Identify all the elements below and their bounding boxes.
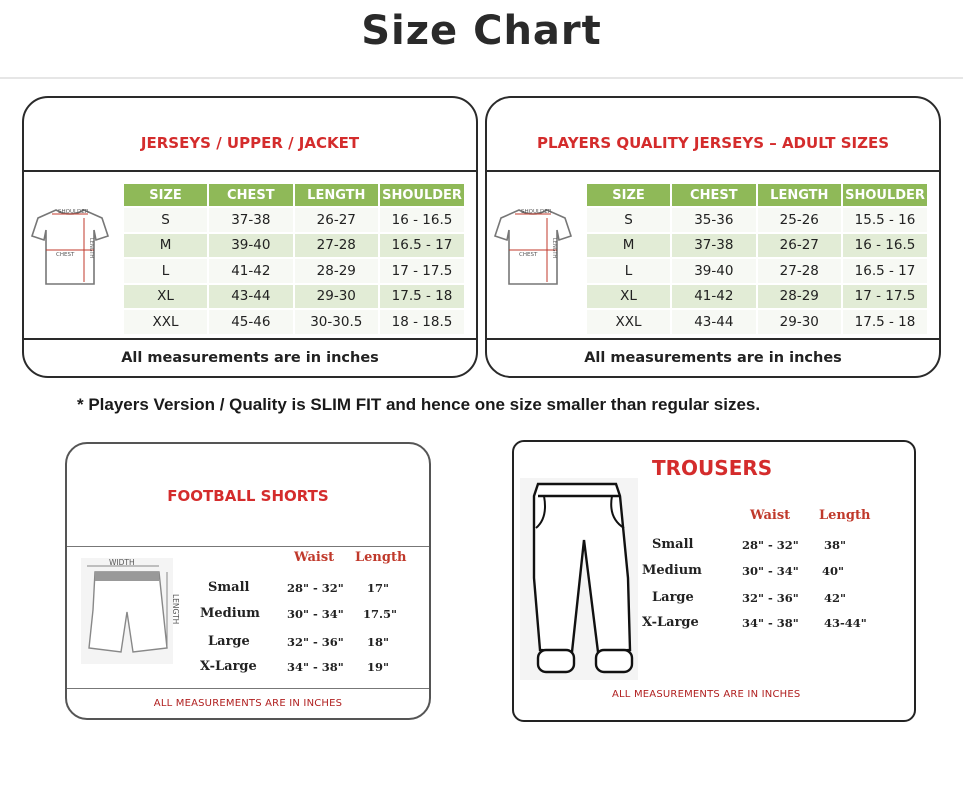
shoulder-cell: 17 - 17.5	[842, 284, 928, 310]
players-size-table	[585, 182, 929, 336]
page-title: Size Chart	[361, 8, 602, 54]
column-header: CHEST	[671, 183, 756, 207]
shorts-waist-value: 32" - 36"	[287, 635, 344, 649]
table-row	[123, 258, 465, 284]
size-cell: S	[123, 207, 208, 233]
column-header: CHEST	[208, 183, 293, 207]
shorts-waist-value: 34" - 38"	[287, 660, 344, 674]
trousers-size-label: Large	[652, 590, 694, 605]
jerseys-card	[22, 96, 478, 378]
shorts-length-value: 17"	[367, 581, 389, 595]
length-cell: 29-30	[294, 284, 380, 310]
shorts-waist-value: 28" - 32"	[287, 581, 344, 595]
players-title: PLAYERS QUALITY JERSEYS – ADULT SIZES	[487, 98, 939, 172]
table-row	[586, 258, 928, 284]
size-cell: XXL	[123, 309, 208, 335]
shoulder-cell: 18 - 18.5	[379, 309, 465, 335]
shorts-length-label: LENGTH	[171, 594, 180, 625]
jerseys-title: JERSEYS / UPPER / JACKET	[24, 98, 476, 172]
size-cell: S	[586, 207, 671, 233]
table-row	[123, 309, 465, 335]
table-row	[123, 284, 465, 310]
length-cell: 27-28	[757, 258, 843, 284]
trousers-size-label: Medium	[642, 563, 702, 578]
trousers-size-label: X-Large	[642, 615, 699, 630]
size-cell: M	[123, 233, 208, 259]
trousers-length-header: Length	[819, 508, 871, 523]
shoulder-cell: 16.5 - 17	[842, 258, 928, 284]
size-cell: XL	[586, 284, 671, 310]
shorts-length-value: 18"	[367, 635, 389, 649]
shorts-card	[65, 442, 431, 720]
chest-cell: 39-40	[208, 233, 293, 259]
shorts-footer: ALL MEASUREMENTS ARE IN INCHES	[67, 688, 429, 718]
trousers-waist-header: Waist	[750, 508, 791, 523]
table-header-row	[123, 183, 465, 207]
column-header: SHOULDER	[842, 183, 928, 207]
shirt-length-label: LENGTH	[88, 238, 94, 259]
shorts-length-header: Length	[355, 550, 407, 565]
column-header: LENGTH	[757, 183, 843, 207]
size-cell: L	[586, 258, 671, 284]
jerseys-footer: All measurements are in inches	[24, 338, 476, 376]
column-header: SHOULDER	[379, 183, 465, 207]
chest-cell: 37-38	[208, 207, 293, 233]
shoulder-cell: 16.5 - 17	[379, 233, 465, 259]
trousers-card	[512, 440, 916, 722]
shorts-waist-header: Waist	[294, 550, 335, 565]
length-cell: 27-28	[294, 233, 380, 259]
size-cell: L	[123, 258, 208, 284]
trousers-waist-value: 34" - 38"	[742, 616, 799, 630]
shoulder-cell: 17.5 - 18	[379, 284, 465, 310]
trousers-waist-value: 28" - 32"	[742, 538, 799, 552]
trousers-title: TROUSERS	[652, 456, 773, 480]
shoulder-cell: 15.5 - 16	[842, 207, 928, 233]
table-row	[586, 284, 928, 310]
players-card	[485, 96, 941, 378]
length-cell: 28-29	[294, 258, 380, 284]
chest-cell: 37-38	[671, 233, 756, 259]
shorts-length-value: 17.5"	[363, 607, 398, 621]
chest-cell: 41-42	[671, 284, 756, 310]
shorts-size-label: X-Large	[200, 659, 257, 674]
shorts-size-label: Large	[208, 634, 250, 649]
length-cell: 29-30	[757, 309, 843, 335]
length-cell: 26-27	[757, 233, 843, 259]
trousers-waist-value: 30" - 34"	[742, 564, 799, 578]
column-header: SIZE	[123, 183, 208, 207]
trousers-length-value: 40"	[822, 564, 844, 578]
shorts-diagram-icon	[81, 558, 180, 664]
trousers-length-value: 38"	[824, 538, 846, 552]
slim-fit-note: * Players Version / Quality is SLIM FIT and hence one size smaller than regular sizes.	[77, 395, 761, 414]
trousers-waist-value: 32" - 36"	[742, 591, 799, 605]
size-cell: XXL	[586, 309, 671, 335]
chest-cell: 39-40	[671, 258, 756, 284]
trousers-length-value: 43-44"	[824, 616, 867, 630]
trousers-length-value: 42"	[824, 591, 846, 605]
shirt-shoulder-label: SHOULDER	[58, 209, 89, 215]
size-cell: XL	[123, 284, 208, 310]
chest-cell: 43-44	[671, 309, 756, 335]
shorts-size-label: Small	[208, 580, 250, 595]
tshirt-diagram-icon	[493, 204, 573, 288]
chest-cell: 45-46	[208, 309, 293, 335]
players-footer: All measurements are in inches	[487, 338, 939, 376]
column-header: LENGTH	[294, 183, 380, 207]
length-cell: 26-27	[294, 207, 380, 233]
size-cell: M	[586, 233, 671, 259]
length-cell: 28-29	[757, 284, 843, 310]
chest-cell: 35-36	[671, 207, 756, 233]
shorts-title: FOOTBALL SHORTS	[67, 444, 429, 547]
table-row	[123, 233, 465, 259]
shorts-width-label: WIDTH	[109, 558, 135, 567]
table-row	[586, 309, 928, 335]
length-cell: 25-26	[757, 207, 843, 233]
length-cell: 30-30.5	[294, 309, 380, 335]
tshirt-diagram-icon	[30, 204, 110, 288]
table-header-row	[586, 183, 928, 207]
shoulder-cell: 16 - 16.5	[379, 207, 465, 233]
shirt-chest-label: CHEST	[56, 252, 75, 258]
shorts-size-label: Medium	[200, 606, 260, 621]
shirt-shoulder-label: SHOULDER	[521, 209, 552, 215]
chest-cell: 43-44	[208, 284, 293, 310]
jerseys-size-table	[122, 182, 466, 336]
column-header: SIZE	[586, 183, 671, 207]
shoulder-cell: 17.5 - 18	[842, 309, 928, 335]
chest-cell: 41-42	[208, 258, 293, 284]
table-row	[586, 207, 928, 233]
shoulder-cell: 16 - 16.5	[842, 233, 928, 259]
trousers-diagram-icon	[520, 478, 638, 680]
table-row	[123, 207, 465, 233]
shorts-waist-value: 30" - 34"	[287, 607, 344, 621]
shoulder-cell: 17 - 17.5	[379, 258, 465, 284]
table-row	[586, 233, 928, 259]
title-divider	[0, 77, 963, 79]
trousers-footer: ALL MEASUREMENTS ARE IN INCHES	[612, 689, 801, 700]
shirt-chest-label: CHEST	[519, 252, 538, 258]
trousers-size-label: Small	[652, 537, 694, 552]
shorts-length-value: 19"	[367, 660, 389, 674]
shirt-length-label: LENGTH	[551, 238, 557, 259]
